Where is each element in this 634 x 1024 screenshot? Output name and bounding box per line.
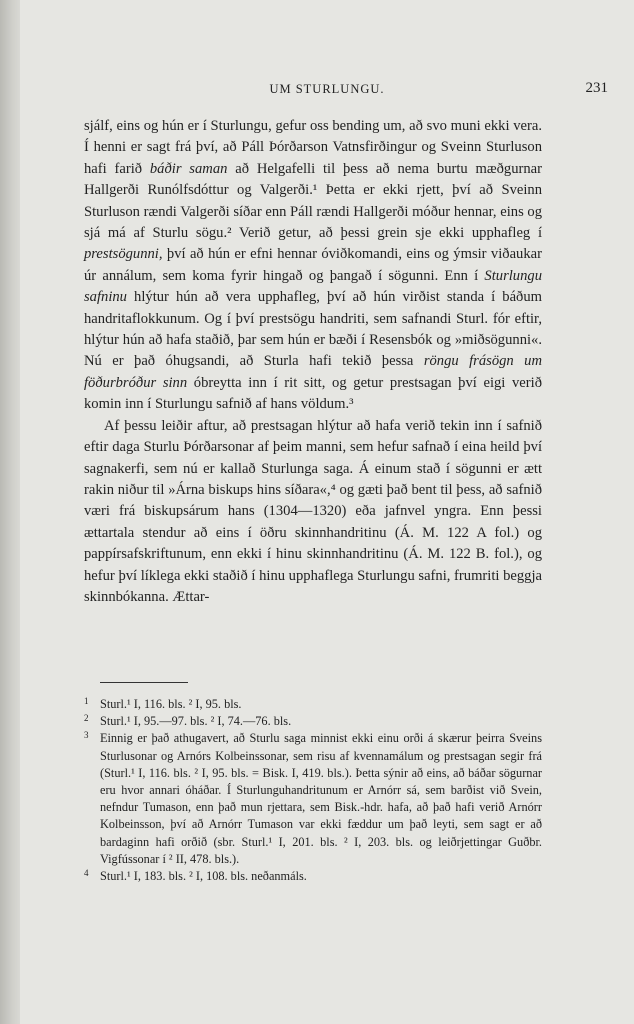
italic-phrase: Sturlungu safninu [84, 267, 542, 306]
text-run: Af þessu leiðir aftur, að prestsagan hlýtur að hafa verið tekin inn í safnið eftir daga Sturlu Þórðarsonar af þeim manni, sem hefur safnað í eina heild því sagnakerfi, sem nú er kallað Sturlunga saga. Á einum stað í sögunni er ætt rakin niður til »Árna biskups hins síðara«,⁴ og gæti það bent til þess, að safnið væri frá biskupsárum hans (1304—1320) eða jafnvel yngra. Enn þessi ættartala stendur að eins í öðru skinnhandritinu (Á. M. 122 A fol.) og pappírsafskriftunum, enn ekki í hinu skinnhandritinu (Á. M. 122 B. fol.), og hefur því líklega ekki staðið í hinu upphaflega Sturlungu safni, frumriti beggja skinnbókanna. Ættar- [84, 417, 542, 605]
paragraph [84, 116, 542, 416]
page-number: 231 [585, 80, 608, 96]
text-run: því að hún er efni hennar óviðkomandi, eins og ýmsir viðaukar úr annálum, sem koma fyrir hingað og þangað í sögunni. Enn í [84, 246, 542, 284]
text-run: að Helgafelli til þess að nema burtu mæðgurnar Hallgerði Runólfsdóttur og Valgerði.¹ Þetta er ekki rjett, því að Sveinn Sturluson rændi Valgerði síðar enn Páll rændi Hallgerði móður hennar, eins og sjá má af Sturlu sögu.² Verið getur, að þessi grein sje ekki upphafleg í [84, 160, 542, 242]
footnote [84, 868, 542, 885]
footnote [84, 713, 542, 730]
footnotes [84, 696, 542, 885]
italic-phrase: prestsögunni, [84, 246, 163, 263]
footnote-text: Sturl.¹ I, 183. bls. ² I, 108. bls. neðanmáls. [100, 869, 307, 884]
footnote [84, 696, 542, 713]
footnote-text: Einnig er það athugavert, að Sturlu saga minnist ekki einu orði á skærur þeirra Sveins Sturlusonar og Arnórs Kolbeinssonar, sem risu af kvennamálum og prestsagan segir frá (Sturl.¹ I, 116. bls. ² I, 95. bls. = Bisk. I, 419. bls.). Þetta sýnir að eins, að báðar sögurnar eru hvor annari óháðar. Í Sturlunguhandritunum er Arnórr sá, sem barðist við Svein, nefndur Tumason, enn það mun rjettara, sem Bisk.-hdr. hafa, að það hafi verið Arnórr Kolbeinsson, því að Arnórr Tumason var ekki fæddur um það leyti, sem sagt er að bardaginn hafi orðið (sbr. Sturl.¹ I, 201. bls. ² I, 203. bls. og leiðrjettingar Guðbr. Vigfússonar í ² II, 478. bls.). [100, 731, 542, 866]
page-header [20, 80, 634, 100]
text-run: óbreytta inn í rit sitt, og getur prestsagan því eigi verið komin inn í Sturlungu safnið af hans völdum.³ [84, 374, 542, 413]
footnote-mark: 1 [84, 696, 89, 706]
footnote [84, 730, 542, 868]
footnote-mark: 4 [84, 868, 89, 879]
italic-phrase: röngu frásögn um föðurbróður sinn [84, 353, 542, 391]
page-gutter-shadow [0, 0, 20, 1024]
footnote-mark: 3 [84, 730, 89, 741]
footnote-divider [100, 682, 188, 683]
footnote-mark: 2 [84, 713, 89, 724]
main-text [84, 116, 542, 608]
text-run: hlýtur hún að vera upphafleg, því að hún virðist standa í báðum handritaflokkunum. Og í því prestsögu handriti, sem safnandi Sturl. fór eftir, hlýtur hún að hafa staðið, þar sem hún er bæði í Resensbók og »miðsögunni«. Nú er það óhugsandi, að Sturla hafi tekið þessa [84, 289, 542, 370]
text-run: sjálf, eins og hún er í Sturlungu, gefur oss bending um, að svo muni ekki vera. Í henni er sagt frá því, að Páll Þórðarson Vatnsfirðingur og Sveinn Sturluson hafi farið [84, 118, 542, 177]
paragraph [84, 416, 542, 609]
italic-phrase: báðir saman [149, 160, 228, 177]
running-title: UM STURLUNGU. [269, 82, 385, 96]
footnote-text: Sturl.¹ I, 95.—97. bls. ² I, 74.—76. bls. [100, 714, 292, 729]
footnote-text: Sturl.¹ I, 116. bls. ² I, 95. bls. [100, 697, 242, 711]
